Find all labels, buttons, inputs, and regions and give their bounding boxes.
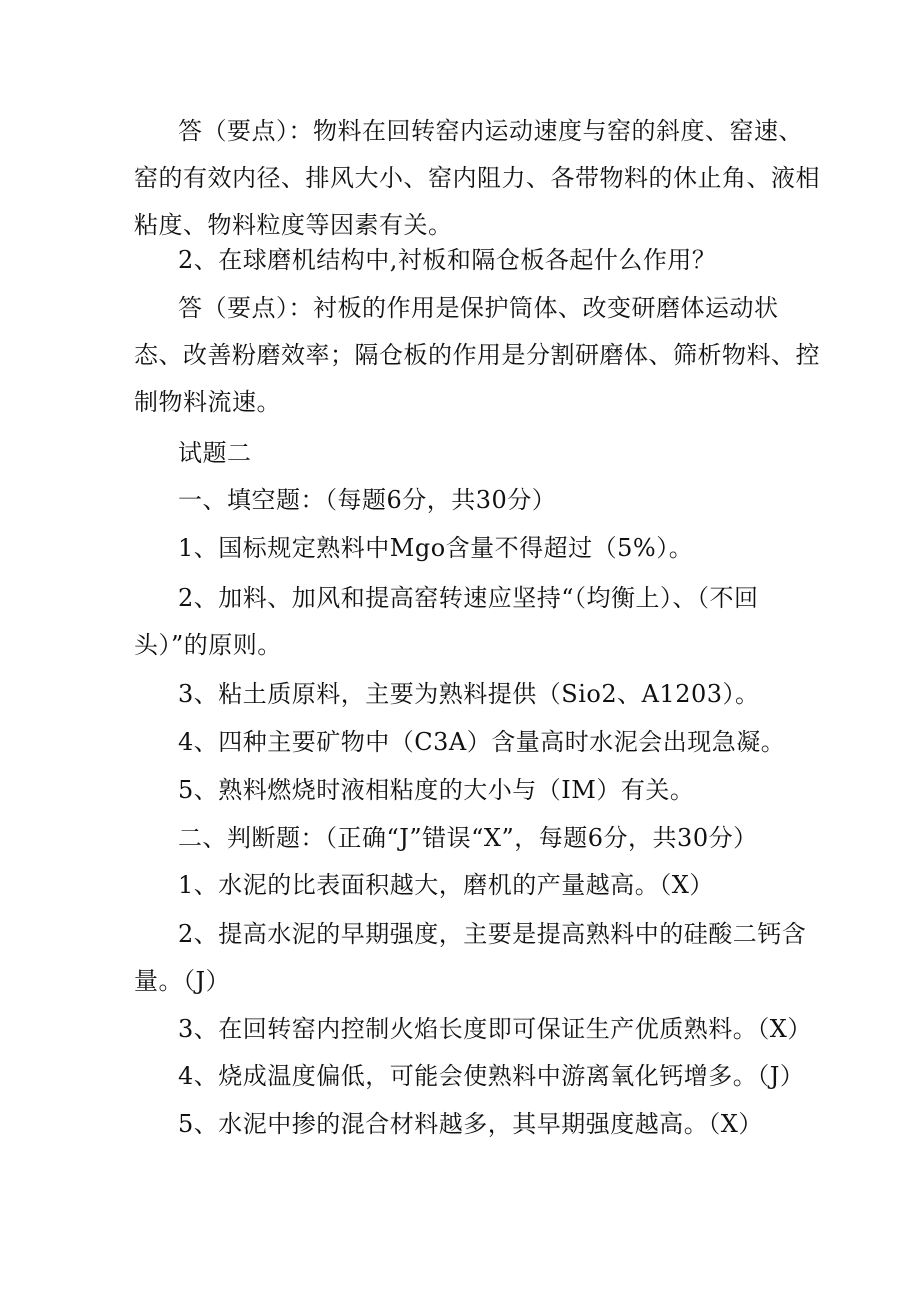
text-line: 窑的有效内径、排风大小、窑内阻力、各带物料的休止角、液相 bbox=[134, 164, 820, 192]
text-line: 制物料流速。 bbox=[134, 388, 281, 416]
section-title bbox=[134, 430, 790, 477]
fill-blank-item-2 bbox=[134, 575, 790, 669]
text-line: 4、烧成温度偏低，可能会使熟料中游离氧化钙增多。（J） bbox=[178, 1062, 805, 1090]
text-line: 5、熟料燃烧时液相粘度的大小与（IM）有关。 bbox=[178, 776, 695, 804]
text-line: 答（要点）：物料在回转窑内运动速度与窑的斜度、窑速、 bbox=[178, 117, 803, 145]
text-line: 试题二 bbox=[178, 439, 252, 467]
text-line: 答（要点）：衬板的作用是保护筒体、改变研磨体运动状 bbox=[178, 294, 779, 322]
question-2 bbox=[134, 237, 790, 284]
text-line: 2、提高水泥的早期强度，主要是提高熟料中的硅酸二钙含 bbox=[178, 920, 807, 948]
text-line: 1、国标规定熟料中Mgo含量不得超过（5%）。 bbox=[178, 534, 694, 562]
text-line: 态、改善粉磨效率；隔仓板的作用是分割研磨体、筛析物料、控 bbox=[134, 341, 820, 369]
text-line: 一、填空题：（每题6分，共30分） bbox=[178, 486, 557, 514]
fill-blank-item-3 bbox=[134, 671, 790, 718]
text-line: 4、四种主要矿物中（C3A）含量高时水泥会出现急凝。 bbox=[178, 728, 786, 756]
text-line: 粘度、物料粒度等因素有关。 bbox=[134, 211, 453, 239]
fill-blank-heading bbox=[134, 477, 790, 524]
text-line: 头）”的原则。 bbox=[134, 631, 282, 659]
fill-blank-item-4 bbox=[134, 719, 790, 766]
judge-heading bbox=[134, 815, 790, 862]
text-line: 3、在回转窑内控制火焰长度即可保证生产优质熟料。（X） bbox=[178, 1015, 812, 1043]
text-line: 5、水泥中掺的混合材料越多，其早期强度越高。（X） bbox=[178, 1110, 763, 1138]
judge-item-5 bbox=[134, 1101, 790, 1148]
text-line: 2、在球磨机结构中,衬板和隔仓板各起什么作用？ bbox=[178, 246, 717, 274]
judge-item-4 bbox=[134, 1053, 805, 1100]
judge-item-3 bbox=[134, 1006, 812, 1053]
text-line: 3、粘土质原料，主要为熟料提供（Sio2、A1203）。 bbox=[178, 680, 760, 708]
answer-paragraph-2 bbox=[134, 285, 820, 426]
fill-blank-item-5 bbox=[134, 767, 790, 814]
judge-item-2 bbox=[134, 911, 807, 1005]
text-line: 1、水泥的比表面积越大，磨机的产量越高。（X） bbox=[178, 871, 714, 899]
fill-blank-item-1 bbox=[134, 525, 790, 572]
judge-item-1 bbox=[134, 862, 790, 909]
text-line: 量。（J） bbox=[134, 967, 231, 995]
text-line: 二、判断题：（正确“J”错误“X”，每题6分，共30分） bbox=[178, 824, 758, 852]
text-line: 2、加料、加风和提高窑转速应坚持“（均衡上）、（不回 bbox=[178, 584, 759, 612]
answer-paragraph-1 bbox=[134, 108, 820, 249]
